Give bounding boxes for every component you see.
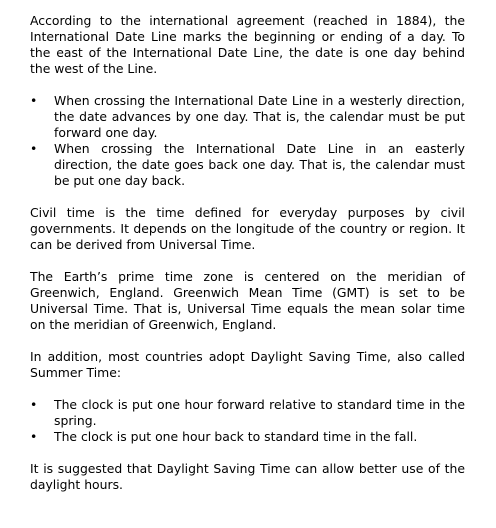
paragraph-civil-time: Civil time is the time defined for everyday purposes by civil governments. It depends on the longitude of the country or region. It can be derived from Universal Time. — [30, 205, 465, 252]
list-item — [30, 397, 465, 429]
bullet-icon: • — [30, 93, 38, 108]
spacer — [30, 333, 465, 349]
list-item — [30, 93, 465, 141]
paragraph-date-line: According to the international agreement (reached in 1884), the International Date Line marks the beginning or ending of a day. To the east of the International Date Line, the date is one day behind the west of the Line. — [30, 13, 465, 76]
bullet-icon: • — [30, 429, 38, 444]
paragraph-prime-time-zone: The Earth’s prime time zone is centered on the meridian of Greenwich, England. Greenwich Mean Time (GMT) is set to be Universal Time. That is, Universal Time equals the mean solar time on the meridian of Greenwich, England. — [30, 269, 465, 332]
bullet-icon: • — [30, 397, 38, 412]
bullet-text: When crossing the International Date Line in an easterly direction, the date goes back one day. That is, the calendar must be put one day back. — [54, 141, 465, 188]
spacer — [30, 253, 465, 269]
date-line-bullet-list — [30, 93, 465, 189]
spacer — [30, 445, 465, 461]
spacer — [30, 77, 465, 93]
bullet-text: The clock is put one hour forward relative to standard time in the spring. — [54, 397, 465, 428]
list-item — [30, 141, 465, 189]
list-item — [30, 429, 465, 445]
bullet-text: The clock is put one hour back to standard time in the fall. — [54, 429, 418, 444]
bullet-text: When crossing the International Date Line in a westerly direction, the date advances by one day. That is, the calendar must be put forward one day. — [54, 93, 465, 140]
spacer — [30, 381, 465, 397]
paragraph-dst-conclusion: It is suggested that Daylight Saving Time can allow better use of the daylight hours. — [30, 461, 465, 492]
bullet-icon: • — [30, 141, 38, 156]
spacer — [30, 189, 465, 205]
paragraph-dst-intro: In addition, most countries adopt Daylight Saving Time, also called Summer Time: — [30, 349, 465, 380]
dst-bullet-list — [30, 397, 465, 445]
